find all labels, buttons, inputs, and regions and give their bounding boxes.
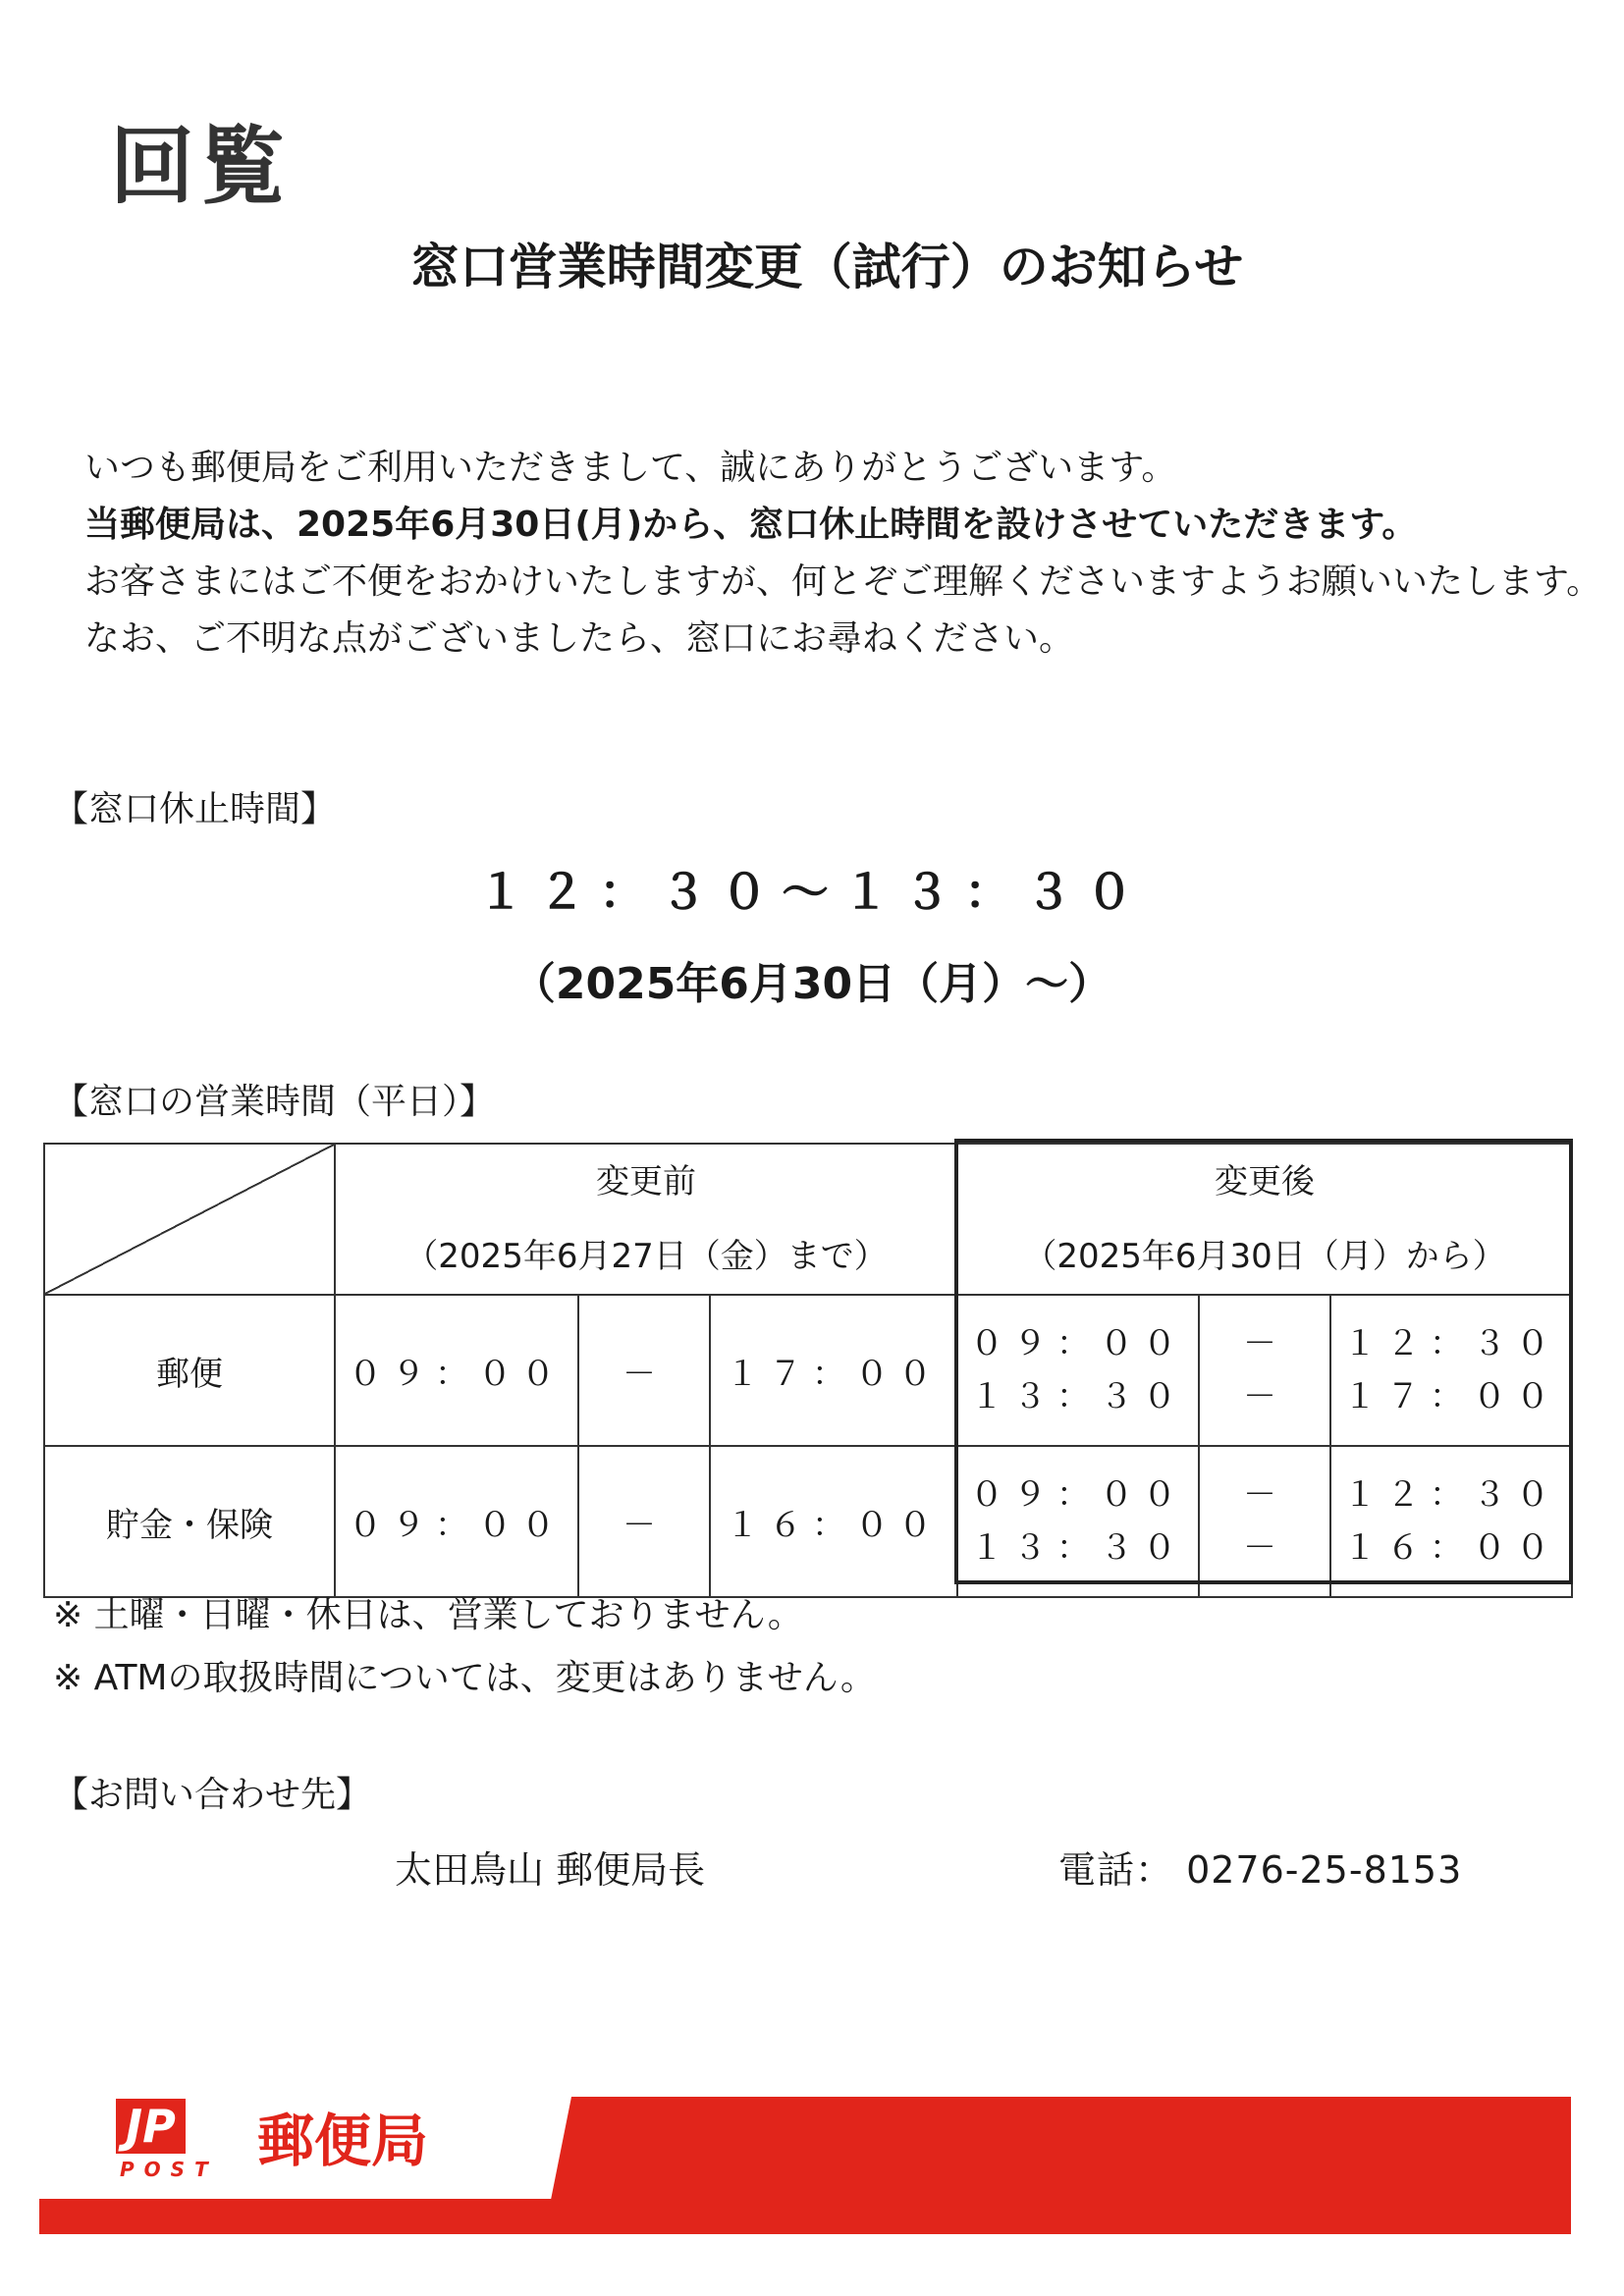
intro-line-3: お客さまにはご不便をおかけいたしますが、何とぞご理解くださいますようお願いいたします。 bbox=[84, 561, 1602, 602]
logo-post-text: POST bbox=[120, 2158, 218, 2181]
before-dash: － bbox=[578, 1295, 710, 1446]
logo-name: 郵便局 bbox=[257, 2108, 429, 2174]
intro-line-1: いつも郵便局をご利用いただきまして、誠にありがとうございます。 bbox=[84, 448, 1177, 488]
after-end-2: １７：００ bbox=[1343, 1377, 1560, 1416]
before-start: ０９：００ bbox=[335, 1446, 578, 1597]
before-start: ０９：００ bbox=[335, 1295, 578, 1446]
footer-red-band bbox=[550, 2097, 1571, 2205]
contact-phone: 電話： 0276-25-8153 bbox=[1058, 1848, 1463, 1892]
circulation-stamp: 回覧 bbox=[110, 117, 291, 216]
after-start-2: １３：３０ bbox=[970, 1377, 1187, 1416]
after-end-2: １６：００ bbox=[1343, 1528, 1560, 1568]
after-end-1: １２：３０ bbox=[1343, 1475, 1560, 1515]
closure-date: （2025年6月30日（月）〜） bbox=[512, 959, 1112, 1009]
notes bbox=[53, 1584, 876, 1710]
intro-line-2: 当郵便局は、2025年6月30日(月)から、窓口休止時間を設けさせていただきます。 bbox=[84, 505, 1418, 545]
after-dash-1: － bbox=[1243, 1324, 1287, 1363]
after-period: （2025年6月30日（月）から） bbox=[1023, 1237, 1506, 1276]
before-dash: － bbox=[578, 1446, 710, 1597]
before-title: 変更前 bbox=[596, 1162, 697, 1201]
after-start bbox=[957, 1295, 1199, 1446]
after-dash bbox=[1199, 1295, 1330, 1446]
after-start-1: ０９：００ bbox=[970, 1475, 1187, 1515]
after-start bbox=[957, 1446, 1199, 1597]
contact-label: 【お問い合わせ先】 bbox=[53, 1775, 372, 1815]
after-dash-2: － bbox=[1243, 1377, 1287, 1416]
after-end bbox=[1330, 1446, 1572, 1597]
note-atm: ※ ATMの取扱時間については、変更はありません。 bbox=[53, 1658, 876, 1698]
closure-time: １２：３０〜１３：３０ bbox=[476, 865, 1147, 920]
intro-text bbox=[84, 440, 1602, 667]
after-start-1: ０９：００ bbox=[970, 1324, 1187, 1363]
contact-name: 太田鳥山 郵便局長 bbox=[395, 1848, 706, 1892]
before-end: １６：００ bbox=[710, 1446, 957, 1597]
jp-post-logo bbox=[116, 2099, 429, 2181]
intro-line-4: なお、ご不明な点がございましたら、窓口にお尋ねください。 bbox=[84, 618, 1075, 659]
closure-label: 【窓口休止時間】 bbox=[53, 789, 337, 829]
footer-red-bar bbox=[39, 2199, 1571, 2234]
before-end: １７：００ bbox=[710, 1295, 957, 1446]
service-label: 郵便 bbox=[44, 1295, 335, 1446]
hours-label: 【窓口の営業時間（平日）】 bbox=[53, 1082, 496, 1122]
table-row bbox=[44, 1295, 1572, 1446]
after-dash-2: － bbox=[1243, 1528, 1287, 1568]
before-period: （2025年6月27日（金）まで） bbox=[405, 1237, 888, 1276]
after-dash-1: － bbox=[1243, 1475, 1287, 1515]
after-header bbox=[957, 1144, 1572, 1295]
note-weekend: ※ 土曜・日曜・休日は、営業しておりません。 bbox=[53, 1595, 803, 1635]
after-end-1: １２：３０ bbox=[1343, 1324, 1560, 1363]
after-end bbox=[1330, 1295, 1572, 1446]
jp-logo-icon: JP bbox=[116, 2099, 186, 2154]
table-corner-diagonal bbox=[44, 1144, 335, 1295]
after-title: 変更後 bbox=[1215, 1162, 1316, 1201]
table-row bbox=[44, 1446, 1572, 1597]
page-title: 窓口営業時間変更（試行）のお知らせ bbox=[409, 239, 1244, 295]
after-dash bbox=[1199, 1446, 1330, 1597]
hours-table bbox=[43, 1143, 1573, 1598]
service-label: 貯金・保険 bbox=[44, 1446, 335, 1597]
before-header bbox=[335, 1144, 957, 1295]
after-start-2: １３：３０ bbox=[970, 1528, 1187, 1568]
